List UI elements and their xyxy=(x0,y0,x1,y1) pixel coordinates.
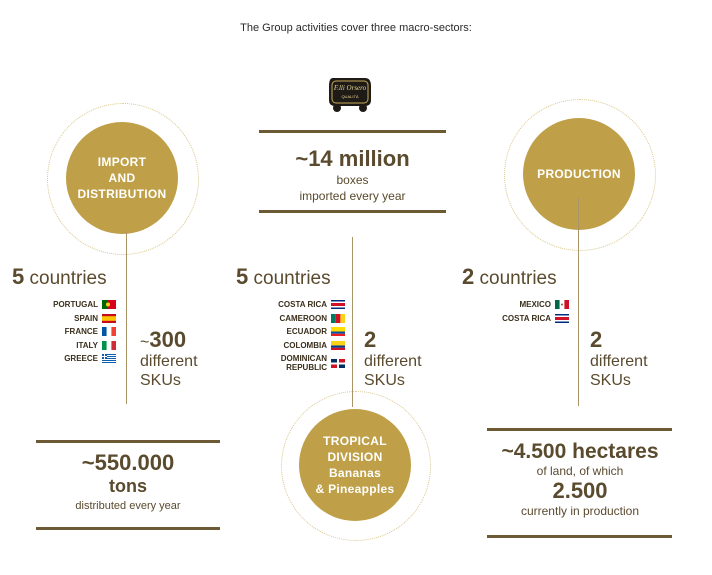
flag-costa-rica-icon xyxy=(555,314,569,323)
country-portugal: PORTUGAL xyxy=(20,298,116,312)
country-ecuador: ECUADOR xyxy=(240,325,345,339)
flag-dominican-republic-icon xyxy=(331,359,345,368)
flag-ecuador-icon xyxy=(331,327,345,336)
production-country-list xyxy=(464,298,569,325)
import-circle-line3: DISTRIBUTION xyxy=(77,187,167,201)
center-divider xyxy=(352,237,353,407)
country-spain: SPAIN xyxy=(20,312,116,326)
flag-italy-icon xyxy=(102,341,116,350)
import-rule-bottom xyxy=(36,527,220,530)
import-total-block: ~550.000 tons distributed every year xyxy=(75,450,181,512)
flag-cameroon-icon xyxy=(331,314,345,323)
import-country-list xyxy=(20,298,116,366)
production-country-count: 2 countries xyxy=(462,264,557,289)
import-circle-line1: IMPORT xyxy=(97,155,147,169)
import-rule-top xyxy=(36,440,220,443)
country-costa-rica-production: COSTA RICA xyxy=(464,312,569,326)
center-rule-top xyxy=(259,130,446,133)
country-dominican-republic: DOMINICAN REPUBLIC xyxy=(240,352,345,374)
land-block: ~4.500 hectares of land, of which 2.500 currently in production xyxy=(501,440,659,518)
flag-mexico-icon xyxy=(555,300,569,309)
center-sku-block: 2 different SKUs xyxy=(364,327,422,389)
flag-france-icon xyxy=(102,327,116,336)
orsero-logo xyxy=(325,74,375,114)
logo-brand: F.lli Orsero xyxy=(333,84,367,92)
center-country-count: 5 countries xyxy=(236,264,331,289)
country-cameroon: CAMEROON xyxy=(240,312,345,326)
flag-greece-icon xyxy=(102,354,116,363)
flag-colombia-icon xyxy=(331,341,345,350)
import-country-count: 5 countries xyxy=(12,264,107,289)
production-rule-top xyxy=(487,428,672,431)
tropical-circle-line2: DIVISION xyxy=(327,450,383,464)
tropical-circle-sub2: & Pineapples xyxy=(315,482,395,496)
import-distribution-circle xyxy=(66,122,178,234)
import-sku-block: ~300 different SKUs xyxy=(140,327,198,389)
country-france: FRANCE xyxy=(20,325,116,339)
production-circle-label: PRODUCTION xyxy=(537,167,621,181)
boxes-imported-block: ~14 million boxes imported every year xyxy=(295,146,410,203)
country-colombia: COLOMBIA xyxy=(240,339,345,353)
country-greece: GREECE xyxy=(20,352,116,366)
production-rule-bottom xyxy=(487,535,672,538)
import-circle-line2: AND xyxy=(108,171,136,185)
intro-text: The Group activities cover three macro-sectors: xyxy=(240,22,472,34)
flag-costa-rica-icon xyxy=(331,300,345,309)
center-rule-bottom xyxy=(259,210,446,213)
country-italy: ITALY xyxy=(20,339,116,353)
tropical-circle-sub1: Bananas xyxy=(328,466,382,480)
flag-spain-icon xyxy=(102,314,116,323)
center-country-list xyxy=(240,298,345,374)
production-circle xyxy=(523,118,635,230)
import-divider xyxy=(126,232,127,404)
country-mexico: MEXICO xyxy=(464,298,569,312)
tropical-circle-line1: TROPICAL xyxy=(323,434,387,448)
tropical-division-circle xyxy=(299,409,411,521)
country-costa-rica: COSTA RICA xyxy=(240,298,345,312)
production-divider xyxy=(578,198,579,406)
flag-portugal-icon xyxy=(102,300,116,309)
production-sku-block: 2 different SKUs xyxy=(590,327,648,389)
logo-sub: QUALITÀ xyxy=(341,94,359,99)
